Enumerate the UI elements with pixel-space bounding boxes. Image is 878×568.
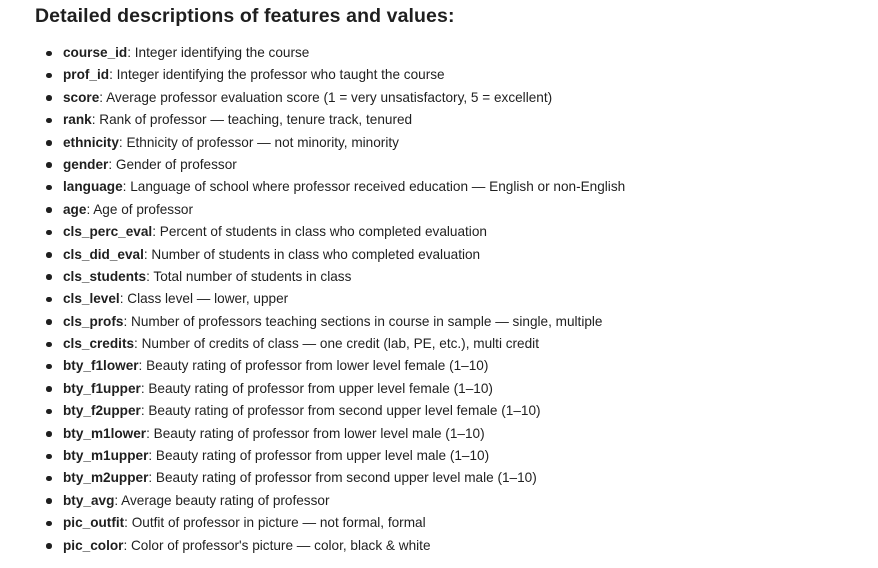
- feature-description: : Number of credits of class — one credit (lab, PE, etc.), multi credit: [134, 336, 539, 352]
- feature-name: bty_f1upper: [63, 380, 141, 396]
- bullet-icon: [46, 162, 52, 168]
- feature-description: : Rank of professor — teaching, tenure track, tenured: [91, 112, 413, 128]
- feature-name: cls_perc_eval: [63, 224, 153, 240]
- feature-description: : Beauty rating of professor from second upper level female (1–10): [140, 403, 541, 419]
- feature-description: : Beauty rating of professor from upper level female (1–10): [140, 380, 493, 396]
- feature-description: : Beauty rating of professor from second upper level male (1–10): [148, 470, 537, 486]
- feature-description: : Total number of students in class: [146, 268, 352, 284]
- list-item: [0, 333, 625, 355]
- bullet-icon: [46, 252, 52, 258]
- bullet-icon: [46, 342, 52, 348]
- feature-description: : Beauty rating of professor from lower level female (1–10): [138, 358, 489, 374]
- feature-description: : Number of professors teaching sections in course in sample — single, multiple: [123, 313, 603, 329]
- list-item: [0, 423, 625, 445]
- bullet-icon: [46, 431, 52, 437]
- list-item: [0, 378, 625, 400]
- bullet-icon: [46, 118, 52, 124]
- feature-name: pic_color: [63, 537, 124, 553]
- bullet-icon: [46, 207, 52, 213]
- list-item: [0, 288, 625, 310]
- feature-name: cls_did_eval: [63, 246, 144, 262]
- feature-name: cls_students: [63, 268, 147, 284]
- feature-description: : Gender of professor: [108, 156, 237, 172]
- feature-name: age: [63, 201, 87, 217]
- feature-name: bty_avg: [63, 492, 115, 508]
- list-item: [0, 535, 625, 557]
- list-item: [0, 467, 625, 489]
- list-item: [0, 221, 625, 243]
- feature-name: score: [63, 89, 100, 105]
- bullet-icon: [46, 498, 52, 504]
- feature-name: ethnicity: [63, 134, 119, 150]
- feature-description: : Beauty rating of professor from upper level male (1–10): [148, 448, 490, 464]
- feature-name: prof_id: [63, 67, 110, 83]
- feature-description: : Average professor evaluation score (1 = very unsatisfactory, 5 = excellent): [99, 89, 553, 105]
- feature-name: rank: [63, 112, 92, 128]
- list-item: [0, 199, 625, 221]
- feature-name: bty_f2upper: [63, 403, 141, 419]
- bullet-icon: [46, 230, 52, 236]
- feature-description: : Color of professor's picture — color, black & white: [123, 537, 431, 553]
- bullet-icon: [46, 319, 52, 325]
- feature-description: : Ethnicity of professor — not minority, minority: [118, 134, 399, 150]
- feature-description: : Language of school where professor received education — English or non-English: [122, 179, 626, 195]
- bullet-icon: [46, 386, 52, 392]
- list-item: [0, 244, 625, 266]
- bullet-icon: [46, 140, 52, 146]
- feature-name: gender: [63, 156, 109, 172]
- feature-name: cls_level: [63, 291, 120, 307]
- bullet-icon: [46, 297, 52, 303]
- bullet-icon: [46, 409, 52, 415]
- list-item: [0, 490, 625, 512]
- feature-name: bty_m1upper: [63, 448, 149, 464]
- list-item: [0, 400, 625, 422]
- bullet-icon: [46, 521, 52, 527]
- feature-description: : Integer identifying the professor who taught the course: [109, 67, 445, 83]
- list-item: [0, 311, 625, 333]
- bullet-icon: [46, 95, 52, 101]
- list-item: [0, 266, 625, 288]
- feature-name: bty_f1lower: [63, 358, 139, 374]
- feature-name: bty_m2upper: [63, 470, 149, 486]
- feature-name: bty_m1lower: [63, 425, 147, 441]
- list-item: [0, 42, 625, 64]
- list-item: [0, 355, 625, 377]
- list-item: [0, 132, 625, 154]
- feature-description: : Age of professor: [86, 201, 193, 217]
- feature-description: : Outfit of professor in picture — not formal, formal: [124, 515, 426, 531]
- bullet-icon: [46, 364, 52, 370]
- feature-name: language: [63, 179, 123, 195]
- feature-list: [0, 42, 625, 557]
- feature-description: : Class level — lower, upper: [119, 291, 289, 307]
- feature-name: cls_profs: [63, 313, 124, 329]
- list-item: [0, 512, 625, 534]
- bullet-icon: [46, 185, 52, 191]
- bullet-icon: [46, 543, 52, 549]
- bullet-icon: [46, 454, 52, 460]
- feature-description: : Beauty rating of professor from lower level male (1–10): [146, 425, 485, 441]
- bullet-icon: [46, 73, 52, 79]
- list-item: [0, 154, 625, 176]
- list-item: [0, 64, 625, 86]
- feature-name: cls_credits: [63, 336, 135, 352]
- list-item: [0, 445, 625, 467]
- feature-description: : Average beauty rating of professor: [114, 492, 330, 508]
- bullet-icon: [46, 274, 52, 280]
- section-heading: Detailed descriptions of features and values:: [35, 5, 455, 27]
- feature-name: pic_outfit: [63, 515, 125, 531]
- list-item: [0, 87, 625, 109]
- list-item: [0, 109, 625, 131]
- feature-description: : Integer identifying the course: [127, 45, 310, 60]
- feature-name: course_id: [63, 45, 128, 60]
- feature-description: : Number of students in class who completed evaluation: [143, 246, 481, 262]
- bullet-icon: [46, 476, 52, 482]
- feature-description: : Percent of students in class who completed evaluation: [152, 224, 487, 240]
- bullet-icon: [46, 51, 52, 57]
- list-item: [0, 176, 625, 198]
